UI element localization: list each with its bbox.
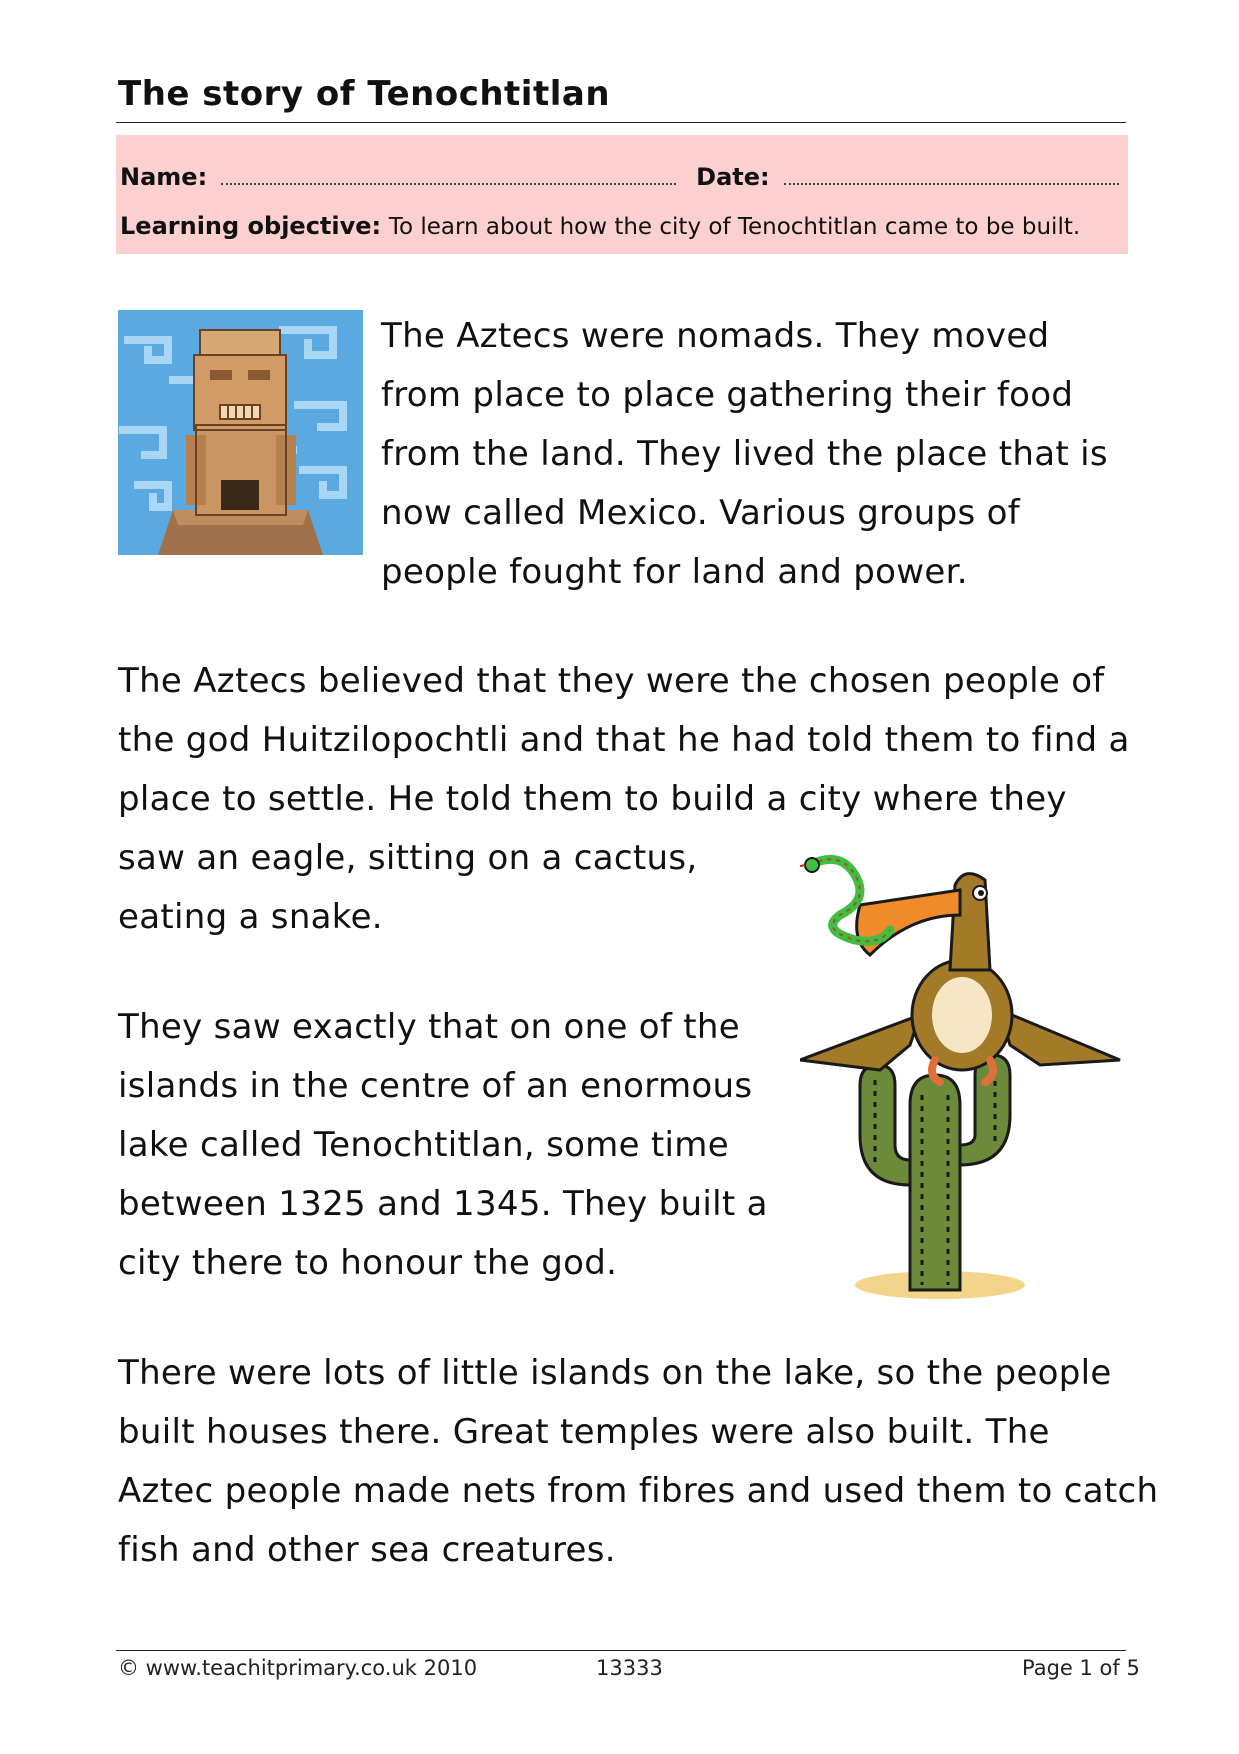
objective-row: [120, 211, 1080, 242]
paragraph-line: There were lots of little islands on the lake, so the people: [118, 1353, 1112, 1393]
paragraph-line: now called Mexico. Various groups of: [381, 493, 1021, 533]
info-box: [116, 135, 1128, 254]
paragraph-line: between 1325 and 1345. They built a: [118, 1184, 768, 1224]
paragraph-3: [118, 998, 768, 1293]
paragraph-line: fish and other sea creatures.: [118, 1530, 616, 1570]
paragraph-line: saw an eagle, sitting on a cactus,: [118, 838, 698, 878]
date-label: Date:: [696, 163, 770, 191]
paragraph-4: [118, 1344, 1158, 1580]
paragraph-line: from the land. They lived the place that is: [381, 434, 1108, 474]
footer-divider: [116, 1650, 1126, 1651]
name-date-row: [120, 162, 1124, 192]
footer-copyright: © www.teachitprimary.co.uk 2010: [118, 1656, 478, 1680]
footer-page-number: Page 1 of 5: [1022, 1656, 1140, 1680]
paragraph-line: Aztec people made nets from fibres and used them to catch: [118, 1471, 1159, 1511]
name-label: Name:: [120, 163, 208, 191]
paragraph-line: city there to honour the god.: [118, 1243, 618, 1283]
paragraph-line: built houses there. Great temples were also built. The: [118, 1412, 1050, 1452]
paragraph-line: people fought for land and power.: [381, 552, 968, 592]
objective-text: To learn about how the city of Tenochtitlan came to be built.: [388, 214, 1081, 240]
objective-label: Learning objective:: [120, 212, 382, 240]
paragraph-line: The Aztecs were nomads. They moved: [381, 316, 1050, 356]
title-divider: [116, 122, 1126, 123]
date-field[interactable]: [784, 165, 1119, 185]
paragraph-1: [381, 307, 1108, 602]
eagle-cactus-snake-icon: [800, 845, 1130, 1305]
aztec-statue-icon: [118, 310, 363, 555]
footer-resource-code: 13333: [596, 1656, 663, 1680]
paragraph-line: place to settle. He told them to build a city where they: [118, 779, 1067, 819]
page-title: The story of Tenochtitlan: [118, 74, 611, 114]
paragraph-line: the god Huitzilopochtli and that he had told them to find a: [118, 720, 1130, 760]
name-field[interactable]: [221, 165, 676, 185]
paragraph-line: The Aztecs believed that they were the chosen people of: [118, 661, 1105, 701]
paragraph-line: from place to place gathering their food: [381, 375, 1074, 415]
paragraph-line: islands in the centre of an enormous: [118, 1066, 753, 1106]
paragraph-line: lake called Tenochtitlan, some time: [118, 1125, 729, 1165]
paragraph-line: They saw exactly that on one of the: [118, 1007, 740, 1047]
paragraph-line: eating a snake.: [118, 897, 383, 937]
